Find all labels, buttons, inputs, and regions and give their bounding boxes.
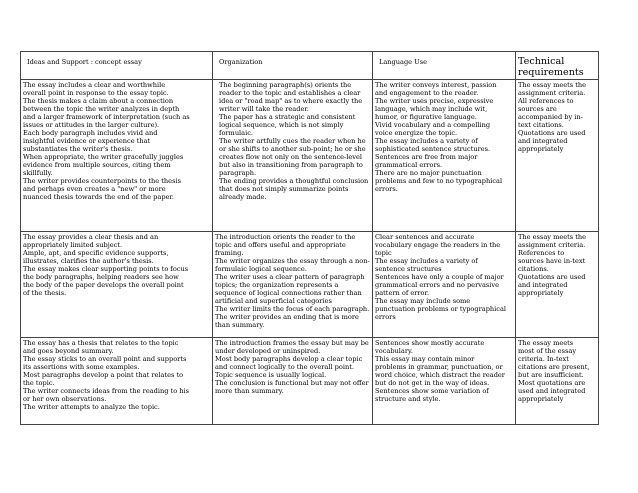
cell-ideas: The essay includes a clear and worthwhile overall point in response to the essay topic. The thesis makes a claim about a connection between the topic the writer analyzes in depth and a larger framework of interpretation (such as issues or attitudes in the larger culture). Each body paragraph includes vivid and insightful evidence or experience that substantiates the writer's thesis. When appropriate, the writer gracefully juggles evidence from multiple sources, citing them skillfully. The writer provides counterpoints to the thesis and perhaps even creates a "new" or more nuanced thesis towards the end of the paper. (21, 80, 213, 232)
cell-technical: The essay meets most of the essay criteria. In-text citations are present, but are insufficient. Most quotations are used and integrated appropriately (516, 338, 599, 425)
table-row (21, 232, 599, 338)
header-technical: Technical requirements (516, 52, 599, 80)
header-organization: Organization (213, 52, 373, 80)
cell-ideas: The essay has a thesis that relates to the topic and goes beyond summary. The essay sticks to an overall point and supports its assertions with some examples. Most paragraphs develop a point that relates to the topic. The writer connects ideas from the reading to his or her own observations. The writer attempts to analyze the topic. (21, 338, 213, 425)
header-ideas: Ideas and Support : concept essay (21, 52, 213, 80)
header-language: Language Use (373, 52, 516, 80)
cell-language: Sentences show mostly accurate vocabulary. This essay may contain minor problems in grammar, punctuation, or word choice, which distract the reader but do not get in the way of ideas. Sentences show some variation of structure and style. (373, 338, 516, 425)
header-row (21, 52, 599, 80)
cell-ideas: The essay provides a clear thesis and an appropriately limited subject. Ample, apt, and specific evidence supports, illustrates, clarifies the author's thesis. The essay makes clear supporting points to focus the body paragraphs, helping readers see how the body of the paper develops the overall point of the thesis. (21, 232, 213, 338)
rubric-table (20, 51, 599, 425)
cell-technical: The essay meets the assignment criteria. All references to sources are accompanied by in- text citations. Quotations are used and integrated appropriately (516, 80, 599, 232)
cell-organization: The introduction orients the reader to the topic and offers useful and appropriate framing. The writer organizes the essay through a non- formulaic logical sequence. The writer uses a clear pattern of paragraph topics; the organization represents a sequence of logical connections rather than artificial and superficial categories The writer limits the focus of each paragraph. The writer provides an ending that is more than summary. (213, 232, 373, 338)
cell-language: Clear sentences and accurate vocabulary engage the readers in the topic The essay includes a variety of sentence structures Sentences have only a couple of major grammatical errors and no pervasive pattern of error. The essay may include some punctuation problems or typographical errors (373, 232, 516, 338)
table-row (21, 338, 599, 425)
cell-technical: The essay meets the assignment criteria. References to sources have in-text citations. Quotations are used and integrated appropriately (516, 232, 599, 338)
cell-language: The writer conveys interest, passion and engagement to the reader. The writer uses precise, expressive language, which may include wit, humor, or figurative language. Vivid vocabulary and a compelling voice energize the topic. The essay includes a variety of sophisticated sentence structures. Sentences are free from major grammatical errors. There are no major punctuation problems and few to no typographical errors. (373, 80, 516, 232)
cell-organization: The beginning paragraph(s) orients the reader to the topic and establishes a clear idea or "road map" as to where exactly the writer will take the reader. The paper has a strategic and consistent logical sequence, which is not simply formulaic. The writer artfully cues the reader when he or she shifts to another sub-point; he or she creates flow not only on the sentence-level but also in transitioning from paragraph to paragraph. The ending provides a thoughtful conclusion that does not simply summarize points already made. (213, 80, 373, 232)
cell-organization: The introduction frames the essay but may be under developed or uninspired. Most body paragraphs develop a clear topic and connect logically to the overall point. Topic sequence is usually logical. The conclusion is functional but may not offer more than summary. (213, 338, 373, 425)
table-row (21, 80, 599, 232)
